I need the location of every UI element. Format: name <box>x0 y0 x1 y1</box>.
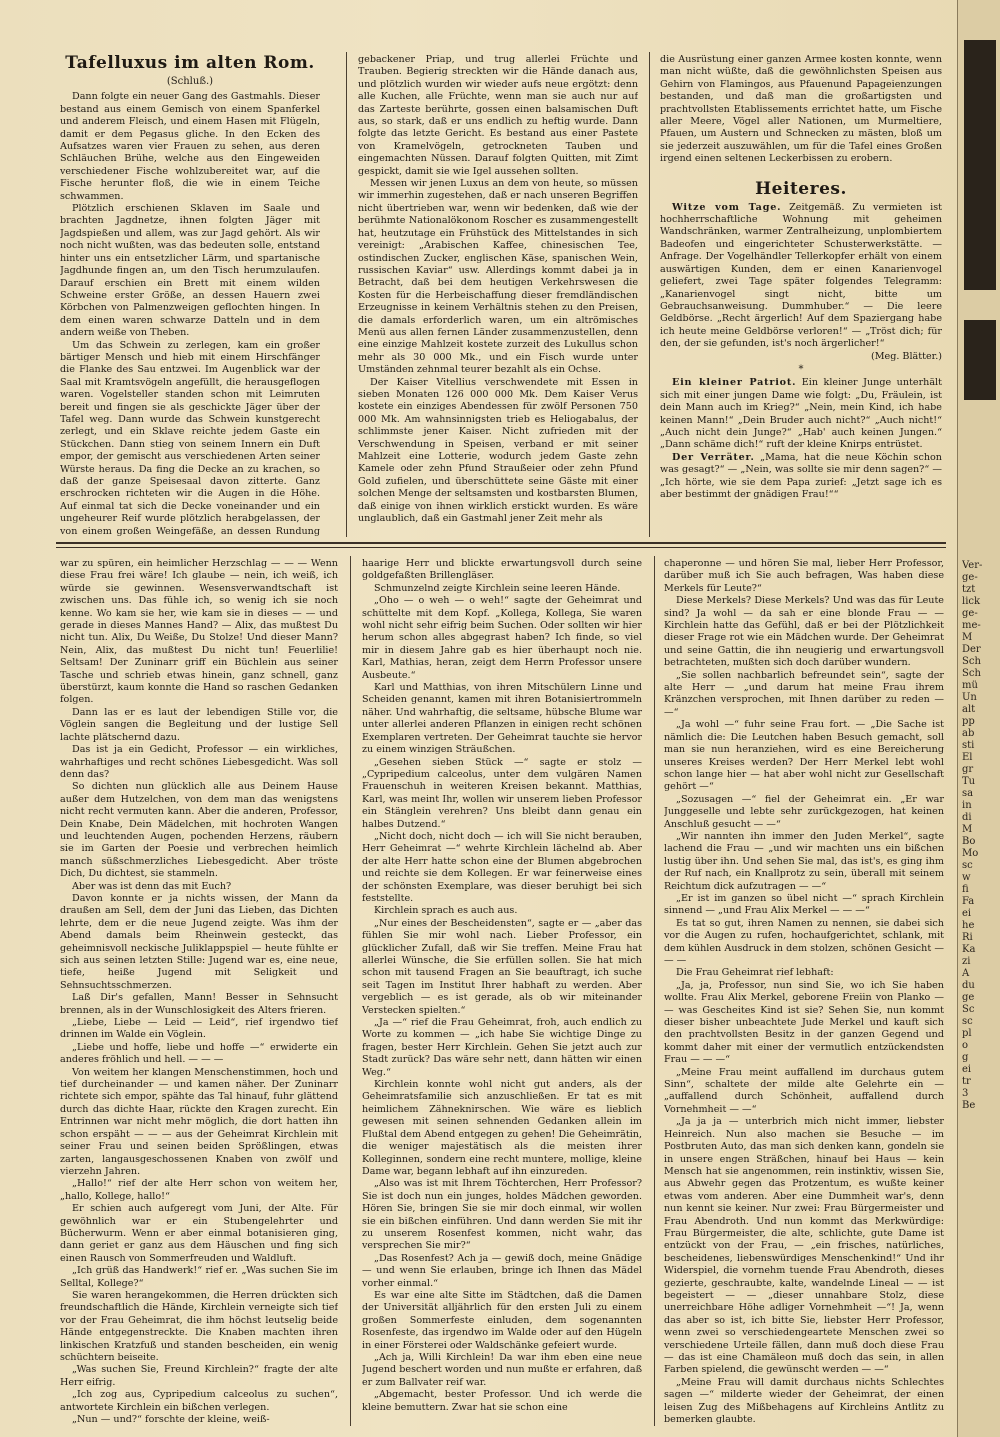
paragraph: „Meine Frau meint auffallend im durchaus gutem Sinn“, schaltete der milde alte Gelehrte ein — „auffallend durch Schönheit, auffallend durch Vornehmheit — —“ <box>664 1066 944 1115</box>
edge-fragment: Ver- <box>962 560 983 571</box>
edge-fragment: ge- <box>962 608 978 619</box>
section-heading-heiteres: Heiteres. <box>755 178 847 199</box>
edge-text-fragments <box>962 560 998 1420</box>
paragraph: „Sozusagen —“ fiel der Geheimrat ein. „Er war Junggeselle und lebte sehr zurückgezogen, hat keinen Anschluß gesucht — —“ <box>664 793 944 830</box>
paragraph: „Gesehen sieben Stück —“ sagte er stolz — „Cypripedium calceolus, unter dem vulgären Namen Frauenschuh in weiteren Kreisen bekannt. Matthias, Karl, was meint Ihr, wollen wir unserem lieben Professor ein Stänglein verehren? Uns bleibt dann genau ein halbes Dutzend.“ <box>362 756 642 830</box>
paragraph: „Ach ja, Willi Kirchlein! Da war ihm eben eine neue Jugend beschert worden und nun mußte er erfahren, daß er zum Ballvater reif war. <box>362 1352 642 1388</box>
edge-fragment: tr <box>962 1076 971 1087</box>
paragraph: Die Frau Geheimrat rief lebhaft: <box>676 967 834 979</box>
paragraph: Dann folgte ein neuer Gang des Gastmahls. Dieser bestand aus einem Gemisch von einem Spanferkel und anderem Fleisch, und einem Hasen mit Flügeln, damit er dem Pegasus gliche. In den Ecken des Aufsatzes waren vier Frauen zu sehen, aus deren Schläuchen Brühe, welche aus den Eingeweiden verschiedener Fische wohlzubereitet war, auf die Fische herunter floß, die wie in einem Teiche schwammen. <box>60 91 320 202</box>
paragraph: Karl und Matthias, von ihren Mitschülern Linne und Scheiden genannt, kamen mit ihren Botanisiertrommeln näher. Und wahrhaftig, die seltsame, hübsche Blume war unter allerlei anderen Pflanzen in einigen recht schönen Exemplaren vertreten. Der Geheimrat tauchte sie hervor zu einem winzigen Sträußchen. <box>362 682 642 756</box>
edge-fragment: ei <box>962 908 972 919</box>
edge-fragment: du <box>962 980 975 991</box>
paragraph: „Liebe, Liebe — Leid — Leid“, rief irgendwo tief drinnen im Walde ein Vöglein. <box>60 1017 338 1041</box>
edge-fragment: Be <box>962 1100 976 1111</box>
item-title: Ein kleiner Patriot. <box>672 377 797 389</box>
paragraph: Dann las er es laut der lebendigen Stille vor, die Vöglein sangen die Begleitung und der lustige Sell lachte plätschernd dazu. <box>60 706 338 743</box>
paragraph: „Wir nannten ihn immer den Juden Merkel“, sagte lachend die Frau — „und wir machten uns ein bißchen lustig über ihn. Und sehen Sie mal, das ist's, es ging ihm der Ruf nach, ein Knallprotz zu sein, überall mit seinem Reichtum dick aufzutragen — —“ <box>664 830 944 892</box>
paragraph: „Ja, ja, Professor, nun sind Sie, wo ich Sie haben wollte. Frau Alix Merkel, geborene Freiin von Planko — — was Gescheites Kind ist sie? Sehen Sie, nun kommt dieser bisher unbeachtete Jude Merkel und kauft sich den prachtvollsten Besitz in der ganzen Gegend und kommt daher mit einer der vermutlich entzückendsten Frau — — —“ <box>664 979 944 1066</box>
edge-fragment: ge <box>962 992 975 1003</box>
paragraph: Laß Dir's gefallen, Mann! Besser in Sehnsucht brennen, als in der Wunschlosigkeit des Alters frieren. <box>60 992 338 1016</box>
edge-fragment: pp <box>962 716 975 727</box>
article-title: Tafelluxus im alten Rom. <box>65 53 315 73</box>
edge-fragment: Sch <box>962 656 981 667</box>
paragraph: Er schien auch aufgeregt vom Juni, der Alte. Für gewöhnlich war er ein Stubengelehrter und Bücherwurm. Wenn er aber einmal botanisieren ging, dann geriet er ganz aus dem Häuschen und fing sich einen Rausch von Sommerfreuden und Waldluft. <box>60 1203 338 1264</box>
paragraph: Es war eine alte Sitte im Städtchen, daß die Damen der Universität alljährlich für den ersten Juli zu einem großen Sommerfeste einluden, dem sogenannten Rosenfeste, das irgendwo im Walde oder auf den Hügeln in einer Försterei oder Waldschänke gefeiert wurde. <box>362 1289 642 1351</box>
edge-fragment: in <box>962 800 972 811</box>
item-title: Witze vom Tage. <box>672 201 782 213</box>
paragraph: „Liebe und hoffe, liebe und hoffe —“ erwiderte ein anderes fröhlich und hell. — — — <box>60 1041 338 1066</box>
top-column-2 <box>358 54 638 538</box>
section-separator <box>56 542 946 544</box>
edge-fragment: he <box>962 920 975 931</box>
bottom-column-3 <box>664 558 944 1426</box>
edge-fragment: ei <box>962 1064 972 1075</box>
item-title: Der Verräter. <box>672 451 755 463</box>
edge-fragment: di <box>962 812 972 823</box>
edge-fragment: o <box>962 1040 969 1051</box>
paragraph: „Nun — und?“ forschte der kleine, weiß- <box>72 1414 270 1426</box>
paragraph: haarige Herr und blickte erwartungsvoll durch seine goldgefaßten Brillengläser. <box>362 558 642 582</box>
adjacent-page-edge <box>957 0 1000 1437</box>
paragraph: „Nicht doch, nicht doch — ich will Sie nicht berauben, Herr Geheimrat —“ wehrte Kirchlein lächelnd ab. Aber der alte Herr hatte schon eine der Blumen abgebrochen und reichte sie dem Kollegen. Er war feinerweise eines der schönsten Exemplare, was dieser beruhigt bei sich feststellte. <box>362 830 642 904</box>
edge-fragment: pl <box>962 1028 972 1039</box>
edge-fragment: Tu <box>962 776 976 787</box>
item-text: „Mama, hat die neue Köchin schon was gesagt?“ — „Nein, was sollte sie mir denn sagen?“ — „Ich hörte, wie sie dem Papa zurief: „Jetzt sage ich es aber bestimmt der gnädigen Frau!““ <box>660 451 942 500</box>
item-text: Zeitgemäß. Zu vermieten ist hochherrschaftliche Wohnung mit geheimen Wandschränken, warmer Zentralheizung, unplombiertem Badeofen und eingerichteter Schusterwerkstätte. — Anfrage. Der Vogelhändler Tellerkopfer erhält von einem auswärtigen Kunden, dem er einen Kanarienvogel geliefert, zwei Tage später folgendes Telegramm: „Kanarienvogel singt nicht, bitte um Gebrauchsanweisung. Dummhuber.“ — Die leere Geldbörse. „Recht ärgerlich! Auf dem Spaziergang habe ich heute meine Geldbörse verloren!“ — „Tröst dich; für den, der sie gefunden, ist's noch ärgerlicher!“ <box>660 201 942 350</box>
paragraph: Kirchlein sprach es auch aus. <box>374 905 518 917</box>
edge-fragment: lick <box>962 596 981 607</box>
paragraph: gebackener Priap, und trug allerlei Früchte und Trauben. Begierig streckten wir die Hände danach aus, und plötzlich wurden wir wieder aufs neue ergötzt: denn alle Kuchen, alle Früchte, wenn man sie auch nur auf das Zarteste berührte, gossen einen balsamischen Duft aus, so stark, daß er uns endlich zu heftig wurde. Dann folgte das letzte Gericht. Es bestand aus einer Pastete von Kramelvögeln, getrockneten Tauben und eingemachten Nüssen. Darauf folgten Quitten, mit Zimt gespickt, damit sie wie Igel aussehen sollten. <box>358 54 638 177</box>
edge-fragment: Mo <box>962 848 979 859</box>
paragraph: Diese Merkels? Diese Merkels? Und was das für Leute sind? Ja wohl — da sah er eine blonde Frau — — Kirchlein hatte das Gefühl, daß er bei der Plötzlichkeit dieser Frage rot wie ein Mädchen wurde. Der Geheimrat und seine Gattin, die ihn neugierig und erwartungsvoll betrachteten, mußten sich doch darüber wundern. <box>664 595 944 669</box>
edge-fragment: Ri <box>962 932 973 943</box>
edge-fragment: Der <box>962 644 981 655</box>
paragraph: „Er ist im ganzen so übel nicht —“ sprach Kirchlein sinnend — „und Frau Alix Merkel — — —“ <box>664 892 944 917</box>
joke-item <box>660 452 942 502</box>
paragraph: Aber was ist denn das mit Euch? <box>72 880 232 892</box>
paragraph: „Ich zog aus, Cypripedium calceolus zu suchen“, antwortete Kirchlein ein bißchen verlegen. <box>60 1389 338 1413</box>
edge-fragment: Sc <box>962 1004 975 1015</box>
edge-fragment: A <box>962 968 970 979</box>
edge-black-block <box>964 320 996 400</box>
paragraph: „Oho — o weh — o weh!“ sagte der Geheimrat und schüttelte mit dem Kopf. „Kollega, Kollega, Sie waren wohl nicht sehr eifrig beim Suchen. Oder sollten wir hier herum schon alles abgegrast haben? Ich finde, so viel mir in diesem Jahre gab es hier überhaupt noch nie. Karl, Mathias, heran, zeigt dem Herrn Professor unsere Ausbeute.“ <box>362 595 642 681</box>
edge-fragment: Fa <box>962 896 975 907</box>
paragraph: Sie waren herangekommen, die Herren drückten sich freundschaftlich die Hände, Kirchlein verneigte sich tief vor der Frau Geheimrat, die ihm höchst leutselig beide Hände entgegenstreckte. Die Knaben machten ihren linkischen Kratzfuß und standen bescheiden, ein wenig schüchtern beiseite. <box>60 1289 338 1363</box>
joke-item <box>660 202 942 351</box>
paragraph: Von weitem her klangen Menschenstimmen, hoch und tief durcheinander — und kamen näher. Der Zuninarr richtete sich empor, spähte das Tal hinauf, fuhr glättend durch das dichte Haar, rückte den Kragen zurecht. Ein Entrinnen war nicht mehr möglich, die dort hatten ihn schon erspäht — — — aus der Geheimrat Kirchlein mit seiner Frau und seinen beiden Sprößlingen, etwas zarten, langausgeschossenen Knaben von zwölf und vierzehn Jahren. <box>60 1066 338 1177</box>
paragraph: „Sie sollen nachbarlich befreundet sein“, sagte der alte Herr — „und darum hat meine Frau ihrem Kränzchen versprochen, mit Ihnen darüber zu reden — —“ <box>664 669 944 718</box>
article-subtitle: (Schluß.) <box>166 76 214 87</box>
source-credit: (Meg. Blätter.) <box>870 350 942 362</box>
edge-fragment: M <box>962 824 973 835</box>
paragraph: Messen wir jenen Luxus an dem von heute, so müssen wir immerhin zugestehen, daß er nach unseren Begriffen nicht übertrieben war, wenn wir bedenken, daß wie der berühmte Nationalökonom Roscher es zusammengestellt hat, heutzutage ein Frühstück des Mittelstandes in sich vereinigt: „Arabischen Kaffee, chinesischen Tee, ostindischen Zucker, englischen Käse, spanischen Wein, russischen Kaviar“ usw. Allerdings kommt dabei ja in Betracht, daß bei dem heutigen Verkehrswesen die Kosten für die Herbeischaffung dieser fremdländischen Erzeugnisse in keinem Verhältnis stehen zu den Preisen, die damals erforderlich waren, um ein altrömisches Menü aus allen fernen Länder zusammenzustellen, denn eine einzige Mahlzeit kostete zurzeit des Lukullus schon mehr als 30 000 Mk., und ein Fisch wurde unter Umständen zehnmal teurer bezahlt als ein Ochse. <box>358 178 638 376</box>
joke-item <box>660 377 942 451</box>
paragraph: Um das Schwein zu zerlegen, kam ein großer bärtiger Mensch und hieb mit einem Hirschfänger die Flanke des Sau entzwei. Im Augenblick war der Saal mit Kramtsvögeln angefüllt, die herausgeflogen waren. Vogelsteller standen schon mit Leimruten bereit und fingen sie als geschickte Jäger über der Tafel weg. Dann wurde das Schwein kunstgerecht zerlegt, und ein Sklave reichte jedem Gaste ein Stückchen. Dann stieg von seinem Innern ein Duft empor, der gemischt aus verschiedenen Arten seiner Würste heraus. Da fing die Decke an zu krachen, so daß der ganze Speisesaal davon zitterte. Ganz erschrocken richteten wir die Augen in die Höhe. Auf einmal tat sich die Decke voneinander und ein ungeheurer Reif wurde plötzlich herabgelassen, der von einem großen Weingefäße, an dessen Rundung <box>60 339 320 537</box>
edge-fragment: w <box>962 872 971 883</box>
edge-fragment: sa <box>962 788 974 799</box>
edge-fragment: Bo <box>962 836 976 847</box>
edge-fragment: ge- <box>962 572 978 583</box>
edge-fragment: gr <box>962 764 974 775</box>
paragraph: Davon konnte er ja nichts wissen, der Mann da draußen am Sell, dem der Juni das Lieben, das Dichten lehrte, dem er die neue Jugend zeigte. Was ihm der Abend damals beim Rheinwein gesteckt, das geheimnisvoll neckische Juliklappspiel — heute fühlte er sich aus seinen letzten Stille: Jugend war es, eine neue, tiefe, heiße Jugend mit Seligkeit und Sehnsuchtsschmerzen. <box>60 892 338 991</box>
edge-fragment: Ka <box>962 944 976 955</box>
edge-fragment: g <box>962 1052 969 1063</box>
edge-fragment: Sch <box>962 668 981 679</box>
paragraph: So dichten nun glücklich alle aus Deinem Hause außer dem Hutzelchen, von dem man das wenigstens nicht recht vermuten kann. Aber die anderen, Professor, Dein Knabe, Dein Mädelchen, mit hochroten Wangen und leuchtenden Augen, pochenden Herzens, räubern sie im Garten der Poesie und verbrechen heimlich manch süßschmerzliches Liebesgedicht. Aber tröste Dich, Du dichtest, sie stammeln. <box>60 781 338 880</box>
edge-fragment: El <box>962 752 973 763</box>
paragraph: „Ja wohl —“ fuhr seine Frau fort. — „Die Sache ist nämlich die: Die Leutchen haben Besuch gemacht, soll man sie nun heranziehen, wird es eine Bereicherung unseres Kreises werden? Der Herr Merkel lebt wohl schon lange hier — hat aber wohl nicht zur Gesellschaft gehört —“ <box>664 719 944 793</box>
edge-fragment: mü <box>962 680 978 691</box>
edge-fragment: M <box>962 632 973 643</box>
separator-star: * <box>798 363 804 375</box>
edge-fragment: sc <box>962 1016 973 1027</box>
paragraph: Das ist ja ein Gedicht, Professor — ein wirkliches, wahrhaftiges und recht schönes Liebesgedicht. Was soll denn das? <box>60 744 338 780</box>
paragraph: „Ich grüß das Handwerk!“ rief er. „Was suchen Sie im Selltal, Kollege?“ <box>60 1265 338 1289</box>
paragraph: „Meine Frau will damit durchaus nichts Schlechtes sagen —“ milderte wieder der Geheimrat, der einen leisen Zug des Mißbehagens auf Kirchleins Antlitz zu bemerken glaubte. <box>664 1376 944 1426</box>
column-divider <box>654 556 655 1426</box>
edge-fragment: Un <box>962 692 977 703</box>
column-divider <box>649 52 650 537</box>
edge-fragment: sti <box>962 740 975 751</box>
paragraph: „Nur eines der Bescheidensten“, sagte er — „aber das fühlen Sie mir wohl nach. Lieber Professor, ein glücklicher Zufall, daß wir Sie treffen. Meine Frau hat allerlei Wünsche, die Sie erfüllen sollen. Sie hat mich schon mit tausend Fragen an Sie beauftragt, ich suche seit Tagen im Institut Ihrer habhaft zu werden. Aber vergeblich — es ist gerade, als ob wir miteinander Verstecken spielten.“ <box>362 917 642 1016</box>
edge-fragment: zi <box>962 956 971 967</box>
item-text: Ein kleiner Junge unterhält sich mit einer jungen Dame wie folgt: „Du, Fräulein, ist dein Mann auch im Krieg?“ „Nein, mein Kind, ich habe keinen Mann!“ „Dein Bruder auch nicht?“ „Auch nicht!“ „Auch nicht dein Junge?“ „Hab' auch keinen Jungen.“ „Dann schäme dich!“ ruft der kleine Knirps entrüstet. <box>660 377 942 451</box>
paragraph: „Ja —“ rief die Frau Geheimrat, froh, auch endlich zu Worte zu kommen — „ich habe Sie wichtige Dinge zu fragen, bester Herr Kirchlein. Gehen Sie jetzt auch zur Stadt zurück? Das wäre sehr nett, dann hätten wir einen Weg.“ <box>362 1017 642 1078</box>
edge-fragment: 3 <box>962 1088 969 1099</box>
edge-fragment: sc <box>962 860 973 871</box>
bottom-column-1 <box>60 558 338 1426</box>
paragraph: „Abgemacht, bester Professor. Und ich werde die kleine bemuttern. Zwar hat sie schon eine <box>362 1389 642 1413</box>
edge-black-block <box>964 40 996 290</box>
paragraph: „Das Rosenfest? Ach ja — gewiß doch, meine Gnädige — und wenn Sie erlauben, bringe ich Ihnen das Mädel vorher einmal.“ <box>362 1252 642 1289</box>
top-column-1 <box>60 48 320 538</box>
edge-fragment: ab <box>962 728 975 739</box>
edge-fragment: me- <box>962 620 981 631</box>
top-column-3 <box>660 54 942 538</box>
paragraph: „Ja ja ja — unterbrich mich nicht immer, liebster Heinreich. Nun also machen sie Besuche — im Postbruten Auto, das man sich denken kann, gondeln sie in unsere engen Sträßchen, hinauf bei Haus — kein Mensch hat sie angenommen, rein instinktiv, wissen Sie, aus Abwehr gegen das Protzentum, es wußte keiner etwas vom anderen. Aber eine Dummheit war's, denn nun kennt sie keiner. Nur zwei: Frau Bürgermeister und Frau Abendroth. Und nun kommt das Merkwürdige: Frau Bürgermeister, die alte, schlichte, gute Dame ist entzückt von der Frau, — „ein frisches, natürliches, bescheidenes, liebenswürdiges Menschenkind!“ Und ihr Widerspiel, die vornehm tuende Frau Abendroth, dieses gezierte, geschraubte, kalte, wandelnde Lineal — — ist begeistert — — „dieser unnahbare Stolz, diese unerreichbare Höhe adliger Vornehmheit —“! Ja, wenn das aber so ist, ich bitte Sie, liebster Herr Professor, wenn zwei so verschiedengeartete Menschen zwei so verschiedene Urteile fällen, dann muß doch diese Frau — das ist eine Chamäleon muß doch das sein, in allen Farben spielend, die gewünscht werden — —“ <box>664 1116 944 1376</box>
bottom-column-2 <box>362 558 642 1426</box>
paragraph: war zu spüren, ein heimlicher Herzschlag — — — Wenn diese Frau frei wäre! Ich glaube — nein, ich weiß, ich würde sie gewinnen. Wesensverwandtschaft ist zwischen uns. Das fühle ich, so wenig ich sie noch kenne. Wo kam sie her, wie kam sie in dieses — — und gerade in dieses Mannes Hand? — Alix, das mußtest Du nicht tun. Alix, Du Weiße, Du Stolze! Und dieser Mann? Nein, Alix, das mußtest Du nicht tun! Feuerlilie! Seltsam! Der Zuninarr griff ein Büchlein aus seiner Tasche und schrieb etwas hinein, ganz schnell, ganz überstürzt, kaum konnte die Hand so raschen Gedanken folgen. <box>60 558 338 706</box>
paragraph: „Was suchen Sie, Freund Kirchlein?“ fragte der alte Herr eifrig. <box>60 1364 338 1388</box>
edge-fragment: alt <box>962 704 976 715</box>
paragraph: chaperonne — und hören Sie mal, lieber Herr Professor, darüber muß ich Sie auch befragen, Was haben diese Merkels für Leute?“ <box>664 558 944 594</box>
paragraph: „Hallo!“ rief der alte Herr schon von weitem her, „hallo, Kollege, hallo!“ <box>60 1178 338 1202</box>
paragraph: Plötzlich erschienen Sklaven im Saale und brachten Jagdnetze, ihnen folgten Jäger mit Jagdspießen und allem, was zur Jagd gehört. Als wir noch nicht wußten, was das bedeuten solle, entstand hinter uns ein entsetzlicher Lärm, und spartanische Jagdhunde fingen an, um den Tisch herumzulaufen. Darauf erschien ein Brett mit einem wilden Schweine erster Größe, an dessen Hauern zwei Körbchen von Palmenzweigen geflochten hingen. In dem einen waren schwarze Datteln und in dem andern weiße von Theben. <box>60 203 320 339</box>
edge-fragment: fi <box>962 884 969 895</box>
paragraph: die Ausrüstung einer ganzen Armee kosten konnte, wenn man nicht wüßte, daß die gewöhnlichsten Speisen aus Gehirn von Flamingos, aus Pfauenund Papageienzungen bestanden, und daß man die großartigsten und prachtvollsten Etablissements errichtet hatte, um Fische aller Meere, Vögel aller Nationen, um Murmeltiere, Pfauen, um Austern und Schnecken zu mästen, bloß um sie jederzeit auszuwählen, um für die Tafel eines Großen irgend einen seltenen Leckerbissen zu erobern. <box>660 54 942 165</box>
paragraph: Kirchlein konnte wohl nicht gut anders, als der Geheimratsfamilie sich anzuschließen. Er tat es mit heimlichem Zähneknirschen. Wie wäre es lieblich gewesen mit seinen sehnenden Gedanken allein im Flußtal dem Abend entgegen zu gehen! Die Geheimrätin, die weniger majestätisch als die meisten ihrer Kolleginnen, sondern eine recht muntere, mollige, kleine Dame war, begann lebhaft auf ihn einzureden. <box>362 1079 642 1177</box>
column-divider <box>346 52 347 537</box>
edge-fragment: tzt <box>962 584 976 595</box>
paragraph: „Also was ist mit Ihrem Töchterchen, Herr Professor? Sie ist doch nun ein junges, holdes Mädchen geworden. Hören Sie, bringen Sie sie mir doch einmal, wir wollen sie ein bißchen einführen. Und dann werden Sie mit ihr zu unserem Rosenfest kommen, nicht wahr, das versprechen Sie mir?“ <box>362 1178 642 1252</box>
paragraph: Der Kaiser Vitellius verschwendete mit Essen in sieben Monaten 126 000 000 Mk. Dem Kaiser Verus kostete ein einziges Abendessen für zwölf Personen 750 000 Mk. Am wahnsinnigsten trieb es Heliogabalus, der schlimmste jener Kaiser. Nicht zufrieden mit der Verschwendung in Speisen, verband er mit seiner Mahlzeit eine Lotterie, wodurch jedem Gaste zehn Kamele oder zehn Pfund Straußeier oder zehn Pfund Gold zufielen, und überschüttete seine Gäste mit einer solchen Menge der seltsamsten und kostbarsten Blumen, daß einige von ihnen wirklich erstickt wurden. Es wäre unglaublich, daß ein Gastmahl jener Zeit mehr als <box>358 376 638 525</box>
paragraph: Schmunzelnd zeigte Kirchlein seine leeren Hände. <box>374 582 621 594</box>
paragraph: Es tat so gut, ihren Namen zu nennen, sie dabei sich vor die Augen zu rufen, hochaufgerichtet, schlank, mit dem kühlen Ausdruck in dem stolzen, schönen Gesicht — — — <box>664 917 944 966</box>
section-separator <box>56 547 946 548</box>
column-divider <box>350 556 351 1426</box>
